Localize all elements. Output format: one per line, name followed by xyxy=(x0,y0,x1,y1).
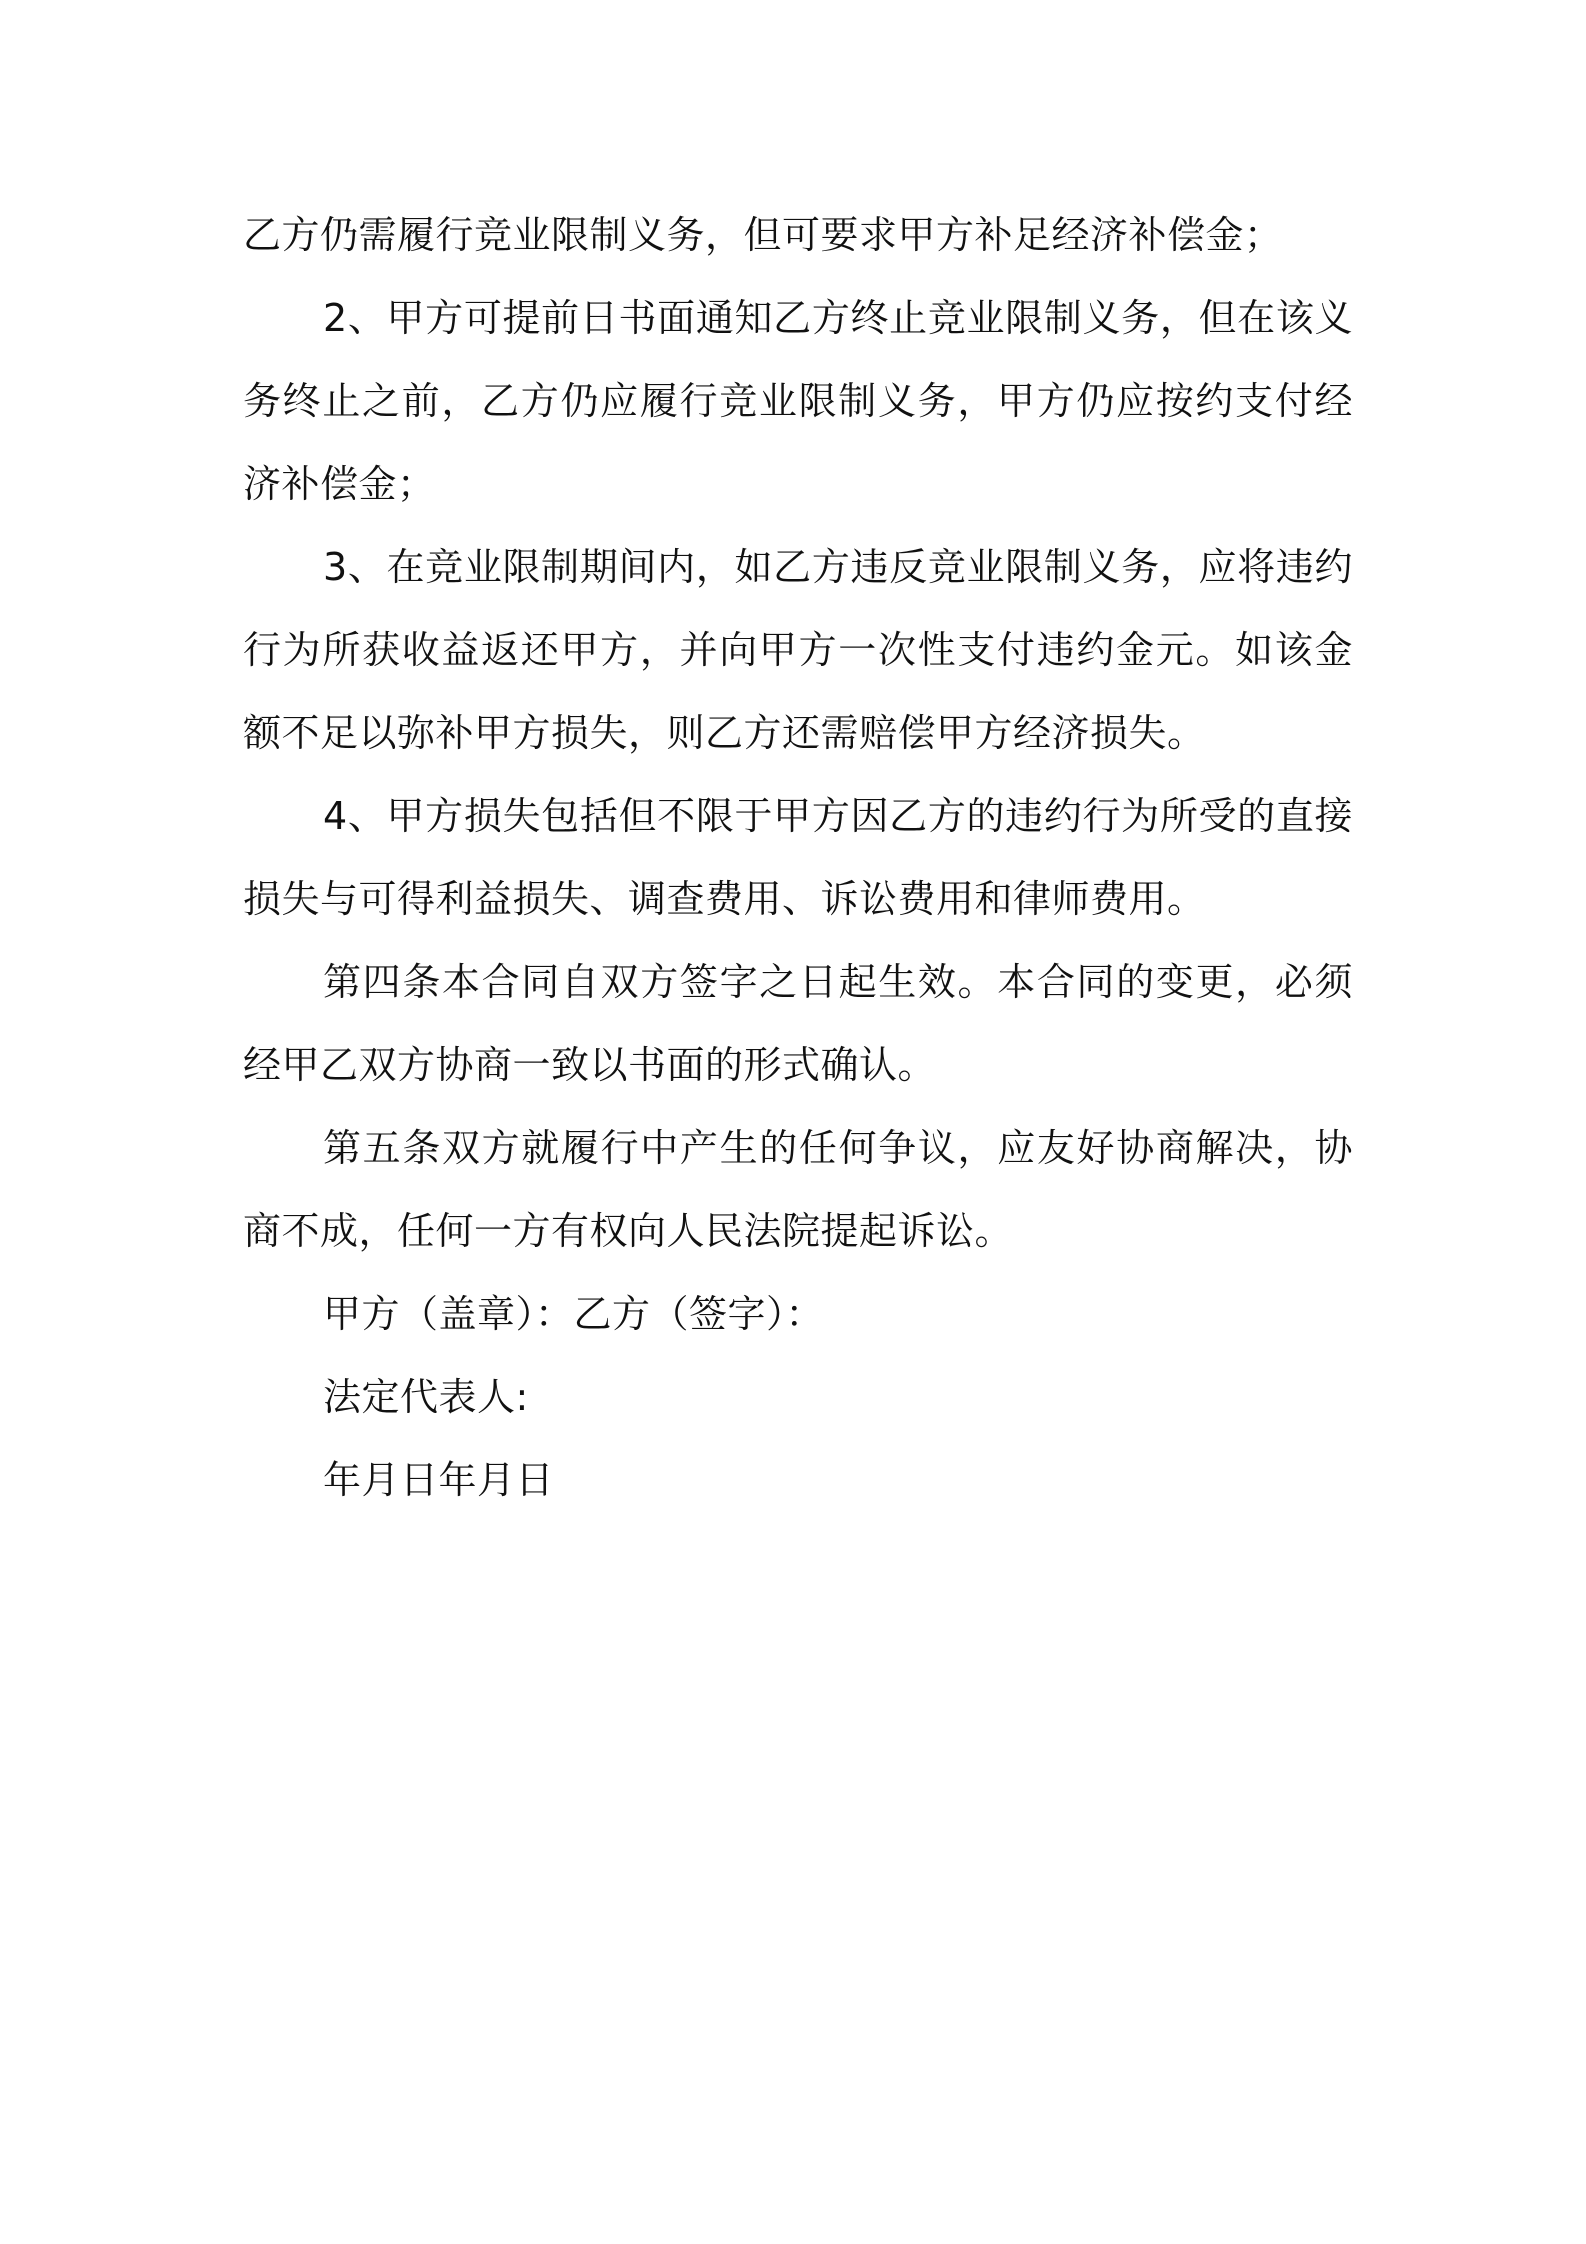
paragraph-continuation: 乙方仍需履行竞业限制义务，但可要求甲方补足经济补偿金； xyxy=(243,213,1283,257)
signature-date-line: 年月日年月日 xyxy=(323,1458,555,1502)
document-body xyxy=(243,194,1353,1522)
signature-parties-line: 甲方（盖章）：乙方（签字）： xyxy=(323,1292,825,1336)
paragraph-clause-3: 3、在竞业限制期间内，如乙方违反竞业限制义务，应将违约行为所获收益返还甲方，并向甲方一次性支付违约金元。如该金额不足以弥补甲方损失，则乙方还需赔偿甲方经济损失。 xyxy=(243,545,1353,755)
paragraph-article-5: 第五条双方就履行中产生的任何争议，应友好协商解决，协商不成，任何一方有权向人民法院提起诉讼。 xyxy=(243,1126,1353,1253)
paragraph-article-4: 第四条本合同自双方签字之日起生效。本合同的变更，必须经甲乙双方协商一致以书面的形式确认。 xyxy=(243,960,1353,1087)
paragraph-clause-4: 4、甲方损失包括但不限于甲方因乙方的违约行为所受的直接损失与可得利益损失、调查费用、诉讼费用和律师费用。 xyxy=(243,794,1353,921)
paragraph-clause-2: 2、甲方可提前日书面通知乙方终止竞业限制义务，但在该义务终止之前，乙方仍应履行竞业限制义务，甲方仍应按约支付经济补偿金； xyxy=(243,296,1353,506)
signature-representative-line: 法定代表人: xyxy=(323,1375,529,1419)
